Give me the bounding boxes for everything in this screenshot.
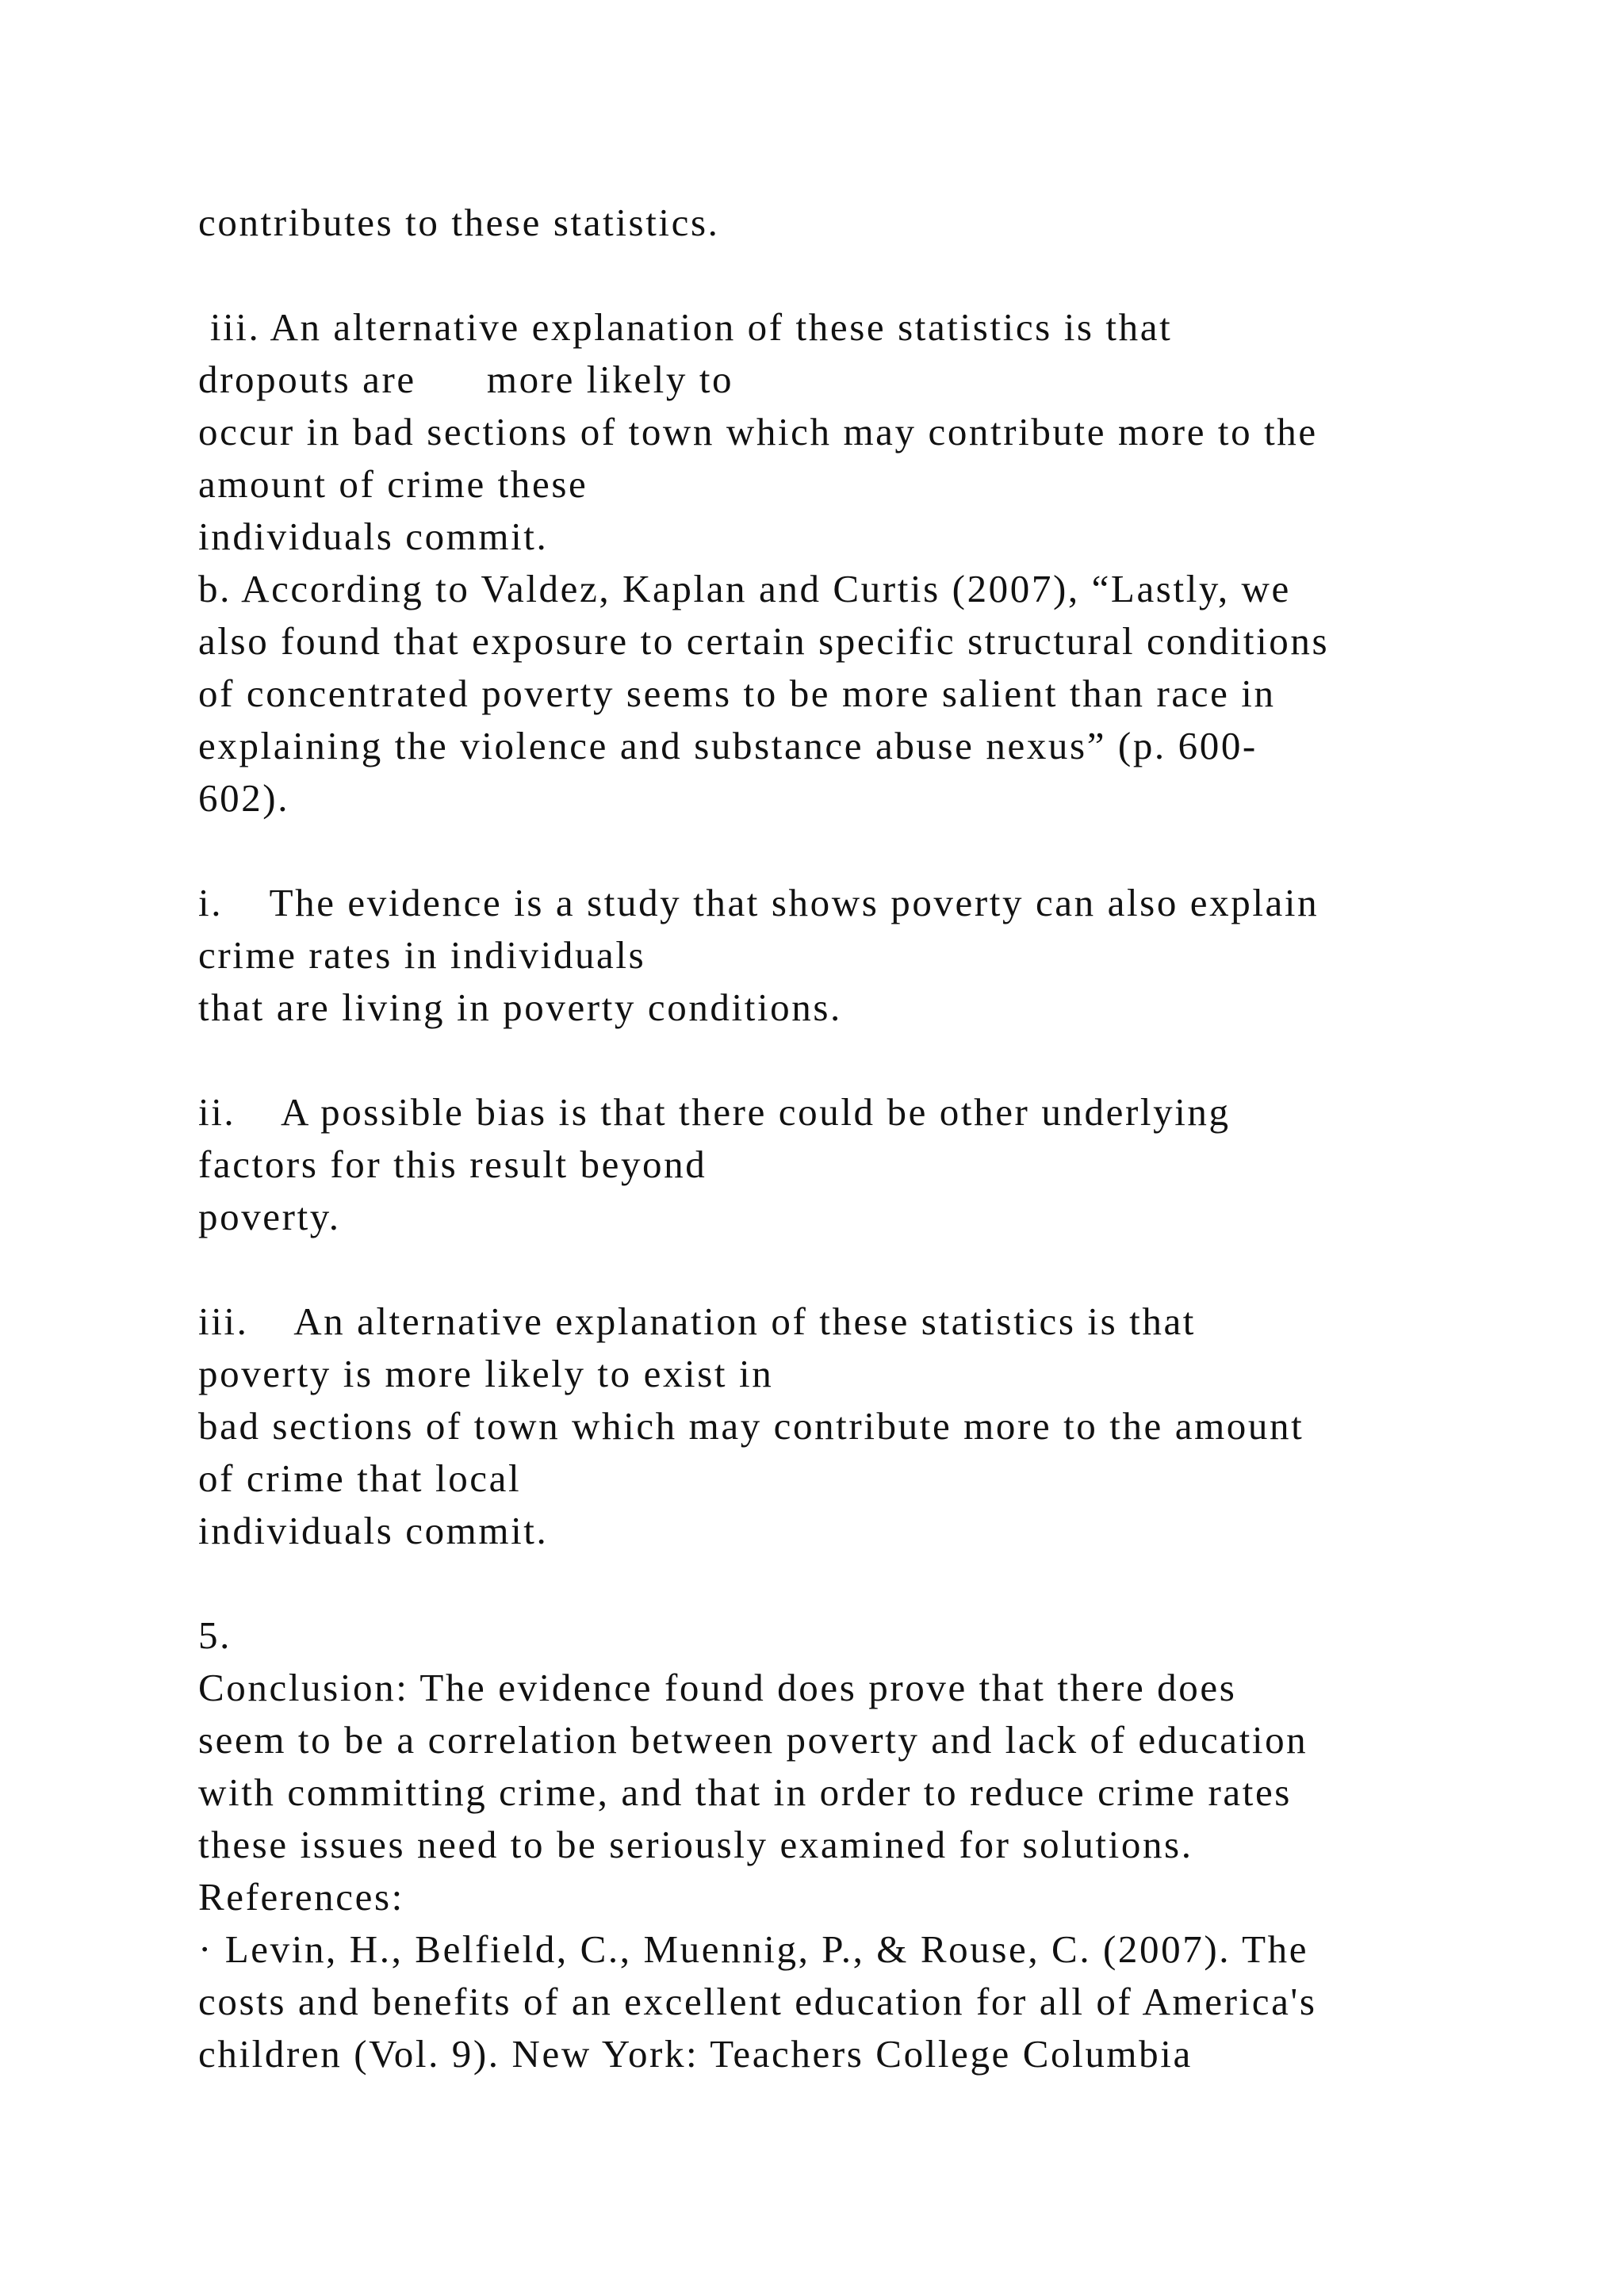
text-line: 5. — [198, 1613, 232, 1657]
text-line: explaining the violence and substance abuse nexus” (p. 600- — [198, 724, 1258, 767]
text-line: iii. An alternative explanation of these statistics is that — [198, 305, 1173, 349]
text-line: ii. A possible bias is that there could be other underlying — [198, 1090, 1231, 1134]
text-line: seem to be a correlation between poverty and lack of education — [198, 1718, 1308, 1762]
text-line: Conclusion: The evidence found does prove that there does — [198, 1666, 1237, 1709]
text-line: bad sections of town which may contribute more to the amount — [198, 1404, 1304, 1448]
reference-entry: · Levin, H., Belfield, C., Muennig, P., & Rouse, C. (2007). The — [198, 1927, 1309, 1971]
text-line: 602). — [198, 776, 290, 820]
reference-entry: children (Vol. 9). New York: Teachers College Columbia — [198, 2032, 1193, 2076]
text-line: b. According to Valdez, Kaplan and Curtis (2007), “Lastly, we — [198, 567, 1291, 610]
text-line: individuals commit. — [198, 1509, 549, 1552]
text-line: poverty is more likely to exist in — [198, 1352, 774, 1395]
text-line: of concentrated poverty seems to be more salient than race in — [198, 672, 1276, 715]
text-line: with committing crime, and that in order to reduce crime rates — [198, 1770, 1292, 1814]
text-line: crime rates in individuals — [198, 933, 646, 977]
text-line: occur in bad sections of town which may contribute more to the — [198, 410, 1318, 453]
paragraph-gap — [198, 825, 1467, 877]
text-line: these issues need to be seriously examined for solutions. — [198, 1823, 1193, 1866]
paragraph-gap — [198, 1243, 1467, 1295]
text-line: factors for this result beyond — [198, 1142, 707, 1186]
text-line: individuals commit. — [198, 515, 549, 558]
paragraph-gap — [198, 1557, 1467, 1609]
paragraph-gap — [198, 1034, 1467, 1086]
text-line: poverty. — [198, 1195, 341, 1238]
text-line: i. The evidence is a study that shows poverty can also explain — [198, 881, 1320, 924]
text-line: that are living in poverty conditions. — [198, 985, 842, 1029]
text-line: also found that exposure to certain specific structural conditions — [198, 619, 1330, 663]
paragraph-gap — [198, 249, 1467, 301]
text-line: iii. An alternative explanation of these statistics is that — [198, 1299, 1197, 1343]
reference-entry: costs and benefits of an excellent education for all of America's — [198, 1980, 1317, 2023]
text-line: amount of crime these — [198, 462, 588, 506]
text-line: dropouts are more likely to — [198, 358, 734, 401]
text-line: of crime that local — [198, 1456, 522, 1500]
text-line: contributes to these statistics. — [198, 201, 720, 244]
references-heading: References: — [198, 1875, 404, 1919]
document-body — [198, 197, 1467, 2080]
